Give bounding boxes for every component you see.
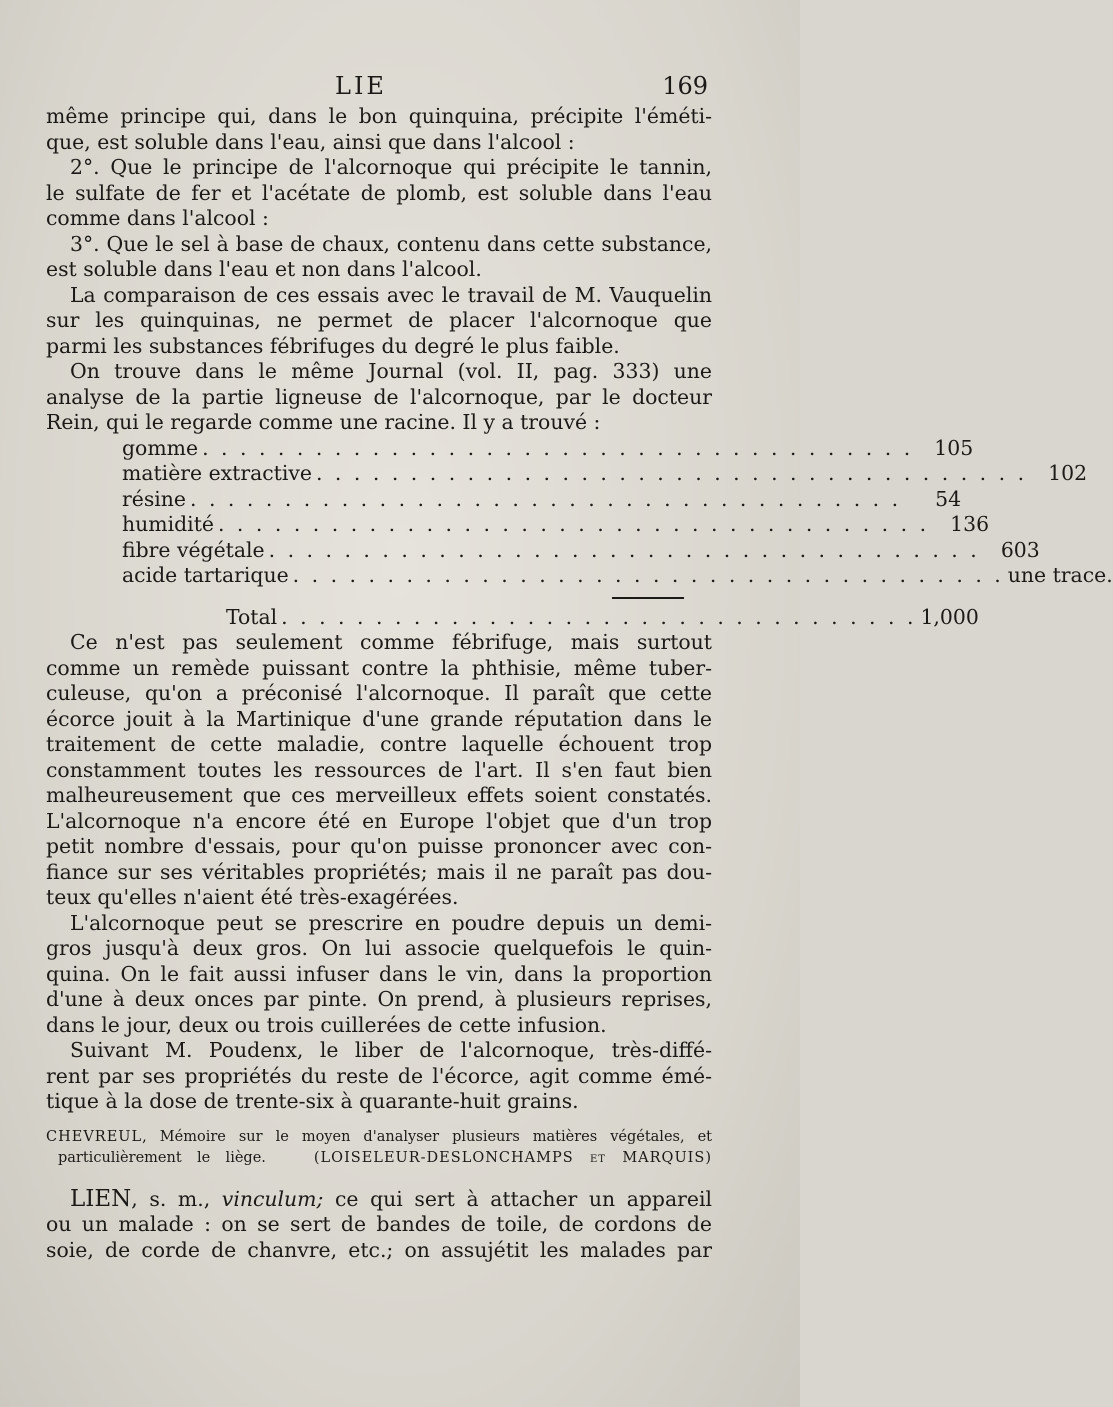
analysis-total-row <box>46 604 979 631</box>
leader-dots: . . . . . . . . . . . . . . . . . . . . . . . . . . . . . . . . . . . . . . <box>292 563 1004 587</box>
text-line <box>46 1187 712 1213</box>
text-line: culeuse, qu'on a préconisé l'alcornoque. Il paraît que cette <box>46 681 712 705</box>
text-line: La comparaison de ces essais avec le travail de M. Vauquelin <box>70 282 712 307</box>
dictionary-entry-lien <box>46 1187 712 1264</box>
text-line: même principe qui, dans le bon quinquina, précipite l'éméti- <box>46 104 712 128</box>
analysis-row <box>46 435 974 462</box>
text-line: tique à la dose de trente-six à quarante-huit grains. <box>46 1089 579 1113</box>
entry-grammar: , s. m., <box>131 1186 222 1211</box>
text-line: gros jusqu'à deux gros. On lui associe quelquefois le quin- <box>46 936 712 960</box>
analysis-row <box>46 537 1040 564</box>
text-line: Ce n'est pas seulement comme fébrifuge, mais surtout <box>70 630 712 654</box>
text-line: ou un malade : on se sert de bandes de toile, de cordons de <box>46 1212 712 1236</box>
text-line: quina. On le fait aussi infuser dans le vin, dans la proportion <box>46 961 712 986</box>
component-value: 603 <box>1000 537 1040 562</box>
text-line: écorce jouit à la Martinique d'une grande réputation dans le <box>46 706 712 731</box>
text-line: 2°. Que le principe de l'alcornoque qui précipite le tannin, <box>70 155 712 179</box>
reference-line <box>46 1127 712 1148</box>
text-line: teux qu'elles n'aient été très-exagérées. <box>46 885 459 909</box>
text-line: soie, de corde de chanvre, etc.; on assujétit les malades par <box>46 1237 712 1262</box>
text-line: sur les quinquinas, ne permet de placer l'alcornoque que <box>46 308 712 332</box>
reference-author: CHEVREUL <box>46 1128 143 1145</box>
text-line: d'une à deux onces par pinte. On prend, à plusieurs reprises, <box>46 987 712 1011</box>
leader-dots: . . . . . . . . . . . . . . . . . . . . . . . . . . . . . . . . . . <box>281 604 917 629</box>
reference-line <box>46 1148 712 1169</box>
leader-dots: . . . . . . . . . . . . . . . . . . . . . . . . . . . . . . . . . . . . . . <box>268 537 980 562</box>
text-line: On trouve dans le même Journal (vol. II, pag. 333) une <box>70 359 712 383</box>
text-line: L'alcornoque peut se prescrire en poudre depuis un demi- <box>70 910 712 935</box>
component-name: résine <box>122 486 186 511</box>
text-line: le sulfate de fer et l'acétate de plomb, est soluble dans l'eau <box>46 180 712 205</box>
text-line: constamment toutes les ressources de l'art. Il s'en faut bien <box>46 757 712 782</box>
leader-dots: . . . . . . . . . . . . . . . . . . . . . . . . . . . . . . . . . . . . . . <box>202 435 914 460</box>
text-line: petit nombre d'essais, pour qu'on puisse prononcer avec con- <box>46 834 712 858</box>
text-body <box>46 104 1113 1263</box>
text-line: analyse de la partie ligneuse de l'alcornoque, par le docteur <box>46 384 712 409</box>
component-value: 54 <box>935 486 962 511</box>
entry-authors: (LOISELEUR-DESLONCHAMPS et MARQUIS) <box>313 1149 712 1166</box>
component-value: 105 <box>934 435 974 460</box>
component-value: 136 <box>950 512 990 536</box>
page-number: 169 <box>662 72 708 100</box>
analysis-row <box>46 563 1113 589</box>
entry-latin: vinculum; <box>221 1186 324 1211</box>
running-head-title: LIE <box>335 72 387 100</box>
component-name: humidité <box>122 512 214 536</box>
text-line: traitement de cette maladie, contre laquelle échouent trop <box>46 732 712 756</box>
component-value: une trace. <box>1007 563 1113 587</box>
leader-dots: . . . . . . . . . . . . . . . . . . . . . . . . . . . . . . . . . . . . . . <box>315 461 1028 485</box>
text-line: L'alcornoque n'a encore été en Europe l'objet que d'un trop <box>46 808 712 833</box>
text-line: est soluble dans l'eau et non dans l'alcool. <box>46 257 482 281</box>
text-line: parmi les substances fébrifuges du degré le plus faible. <box>46 333 620 358</box>
sum-rule <box>612 597 684 599</box>
text-line: rent par ses propriétés du reste de l'écorce, agit comme émé- <box>46 1063 712 1088</box>
reference-title-end: particulièrement le liège. <box>58 1149 266 1166</box>
text-line: que, est soluble dans l'eau, ainsi que dans l'alcool : <box>46 129 575 154</box>
bibliographic-reference <box>46 1127 712 1169</box>
leader-dots: . . . . . . . . . . . . . . . . . . . . . . . . . . . . . . . . . . . . . . <box>217 512 930 536</box>
text-line: comme dans l'alcool : <box>46 206 269 230</box>
total-label: Total <box>226 604 278 629</box>
component-name: fibre végétale <box>122 537 265 562</box>
running-header <box>0 72 800 104</box>
analysis-row <box>46 486 962 513</box>
analysis-row <box>46 461 1088 487</box>
text-line: dans le jour, deux ou trois cuillerées de cette infusion. <box>46 1012 607 1037</box>
text-line: comme un remède puissant contre la phthisie, même tuber- <box>46 655 712 680</box>
reference-title: , Mémoire sur le moyen d'analyser plusieurs matières végétales, et <box>142 1128 712 1145</box>
total-value: 1,000 <box>920 604 979 629</box>
text-line: fiance sur ses véritables propriétés; mais il ne paraît pas dou- <box>46 859 712 884</box>
leader-dots: . . . . . . . . . . . . . . . . . . . . . . . . . . . . . . . . . . . . . . <box>190 486 902 511</box>
component-value: 102 <box>1048 461 1088 485</box>
component-name: matière extractive <box>122 461 312 485</box>
entry-headword: LIEN <box>70 1185 132 1212</box>
analysis-row <box>46 512 990 538</box>
text-line: 3°. Que le sel à base de chaux, contenu dans cette substance, <box>70 231 712 256</box>
entry-definition: ce qui sert à attacher un appareil <box>323 1186 712 1211</box>
component-name: gomme <box>122 435 199 460</box>
text-line: Suivant M. Poudenx, le liber de l'alcornoque, très-diffé- <box>70 1038 712 1062</box>
text-line: Rein, qui le regarde comme une racine. Il y a trouvé : <box>46 410 601 434</box>
text-line: malheureusement que ces merveilleux effets soient constatés. <box>46 783 712 807</box>
analysis-table <box>46 435 1113 631</box>
component-name: acide tartarique <box>122 563 289 587</box>
